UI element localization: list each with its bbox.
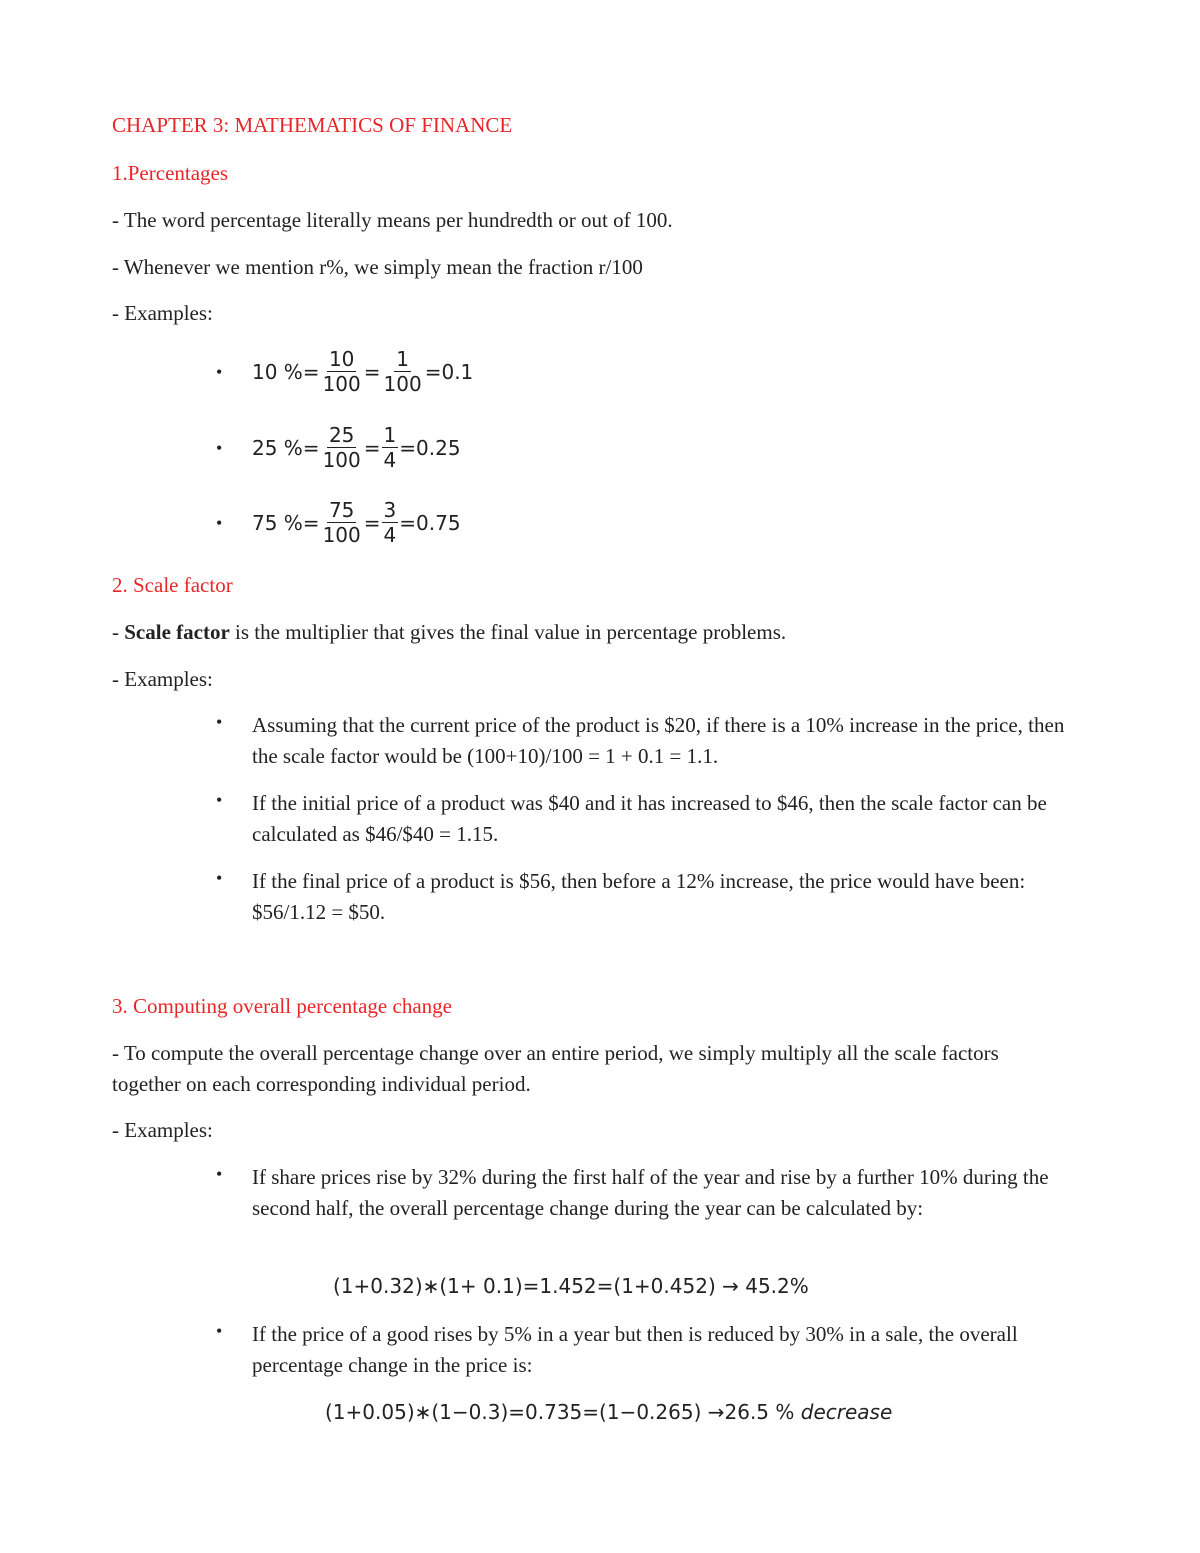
fraction [382, 423, 399, 472]
bullet: • [216, 1321, 223, 1341]
denominator: 4 [383, 523, 397, 547]
bullet: • [216, 712, 223, 732]
equation-rhs: =0.75 [399, 510, 461, 535]
numerator: 3 [383, 498, 397, 522]
equation-lhs: 25 %= [252, 435, 320, 460]
definition-term: Scale factor [124, 620, 230, 644]
denominator: 100 [383, 372, 422, 396]
formula-share-prices: (1+0.32)∗(1+ 0.1)=1.452=(1+0.452) → 45.2% [333, 1274, 809, 1298]
examples-label: - Examples: [112, 1118, 213, 1142]
list-item: If the final price of a product is $56, then before a 12% increase, the price would have been: $56/1.12 = $50. [252, 869, 1026, 924]
page-title: CHAPTER 3: MATHEMATICS OF FINANCE [112, 113, 513, 137]
paragraph: - To compute the overall percentage change over an entire period, we simply multiply all the scale factors together on each corresponding individual period. [112, 1041, 999, 1096]
numerator: 25 [328, 423, 355, 447]
paragraph: - The word percentage literally means per hundredth or out of 100. [112, 208, 673, 232]
denominator: 100 [322, 448, 361, 472]
section-heading-overall-change: 3. Computing overall percentage change [112, 994, 452, 1018]
equals: = [363, 435, 381, 460]
formula-decrease: decrease [800, 1400, 893, 1424]
equals: = [363, 510, 381, 535]
section-heading-scale-factor: 2. Scale factor [112, 573, 233, 597]
equation-75-percent [252, 498, 461, 547]
bullet: • [216, 868, 223, 888]
denominator: 100 [322, 523, 361, 547]
fraction [382, 347, 424, 396]
fraction [321, 347, 363, 396]
equals: = [363, 359, 381, 384]
equation-rhs: =0.1 [424, 359, 474, 384]
bullet: • [216, 790, 223, 810]
equation-lhs: 10 %= [252, 359, 320, 384]
formula-main: (1+0.05)∗(1−0.3)=0.735=(1−0.265) →26.5 % [325, 1400, 801, 1424]
list-item: If the initial price of a product was $40 and it has increased to $46, then the scale factor can be calculated as $46/$40 = 1.15. [252, 791, 1047, 846]
examples-label: - Examples: [112, 301, 213, 325]
fraction [321, 423, 363, 472]
definition-prefix: - [112, 620, 125, 644]
bullet: • [216, 438, 223, 458]
numerator: 1 [396, 347, 409, 371]
examples-label: - Examples: [112, 667, 213, 691]
equation-lhs: 75 %= [252, 510, 320, 535]
paragraph: - Whenever we mention r%, we simply mean the fraction r/100 [112, 255, 643, 279]
list-item: If share prices rise by 32% during the first half of the year and rise by a further 10% during the second half, the overall percentage change during the year can be calculated by: [252, 1165, 1049, 1220]
fraction [321, 498, 363, 547]
equation-25-percent [252, 423, 461, 472]
list-item: Assuming that the current price of the product is $20, if there is a 10% increase in the price, then the scale factor would be (100+10)/100 = 1 + 0.1 = 1.1. [252, 713, 1065, 768]
numerator: 75 [328, 498, 355, 522]
definition-paragraph [112, 617, 786, 648]
list-item: If the price of a good rises by 5% in a year but then is reduced by 30% in a sale, the overall percentage change in the price is: [252, 1322, 1018, 1377]
denominator: 4 [383, 448, 397, 472]
equation-10-percent [252, 347, 473, 396]
definition-text: is the multiplier that gives the final value in percentage problems. [229, 620, 787, 644]
bullet: • [216, 362, 223, 382]
bullet: • [216, 1164, 223, 1184]
formula-price-change [325, 1400, 892, 1424]
bullet: • [216, 513, 223, 533]
numerator: 10 [328, 347, 355, 371]
numerator: 1 [383, 423, 397, 447]
fraction [382, 498, 399, 547]
section-heading-percentages: 1.Percentages [112, 161, 229, 185]
denominator: 100 [322, 372, 361, 396]
equation-rhs: =0.25 [399, 435, 461, 460]
